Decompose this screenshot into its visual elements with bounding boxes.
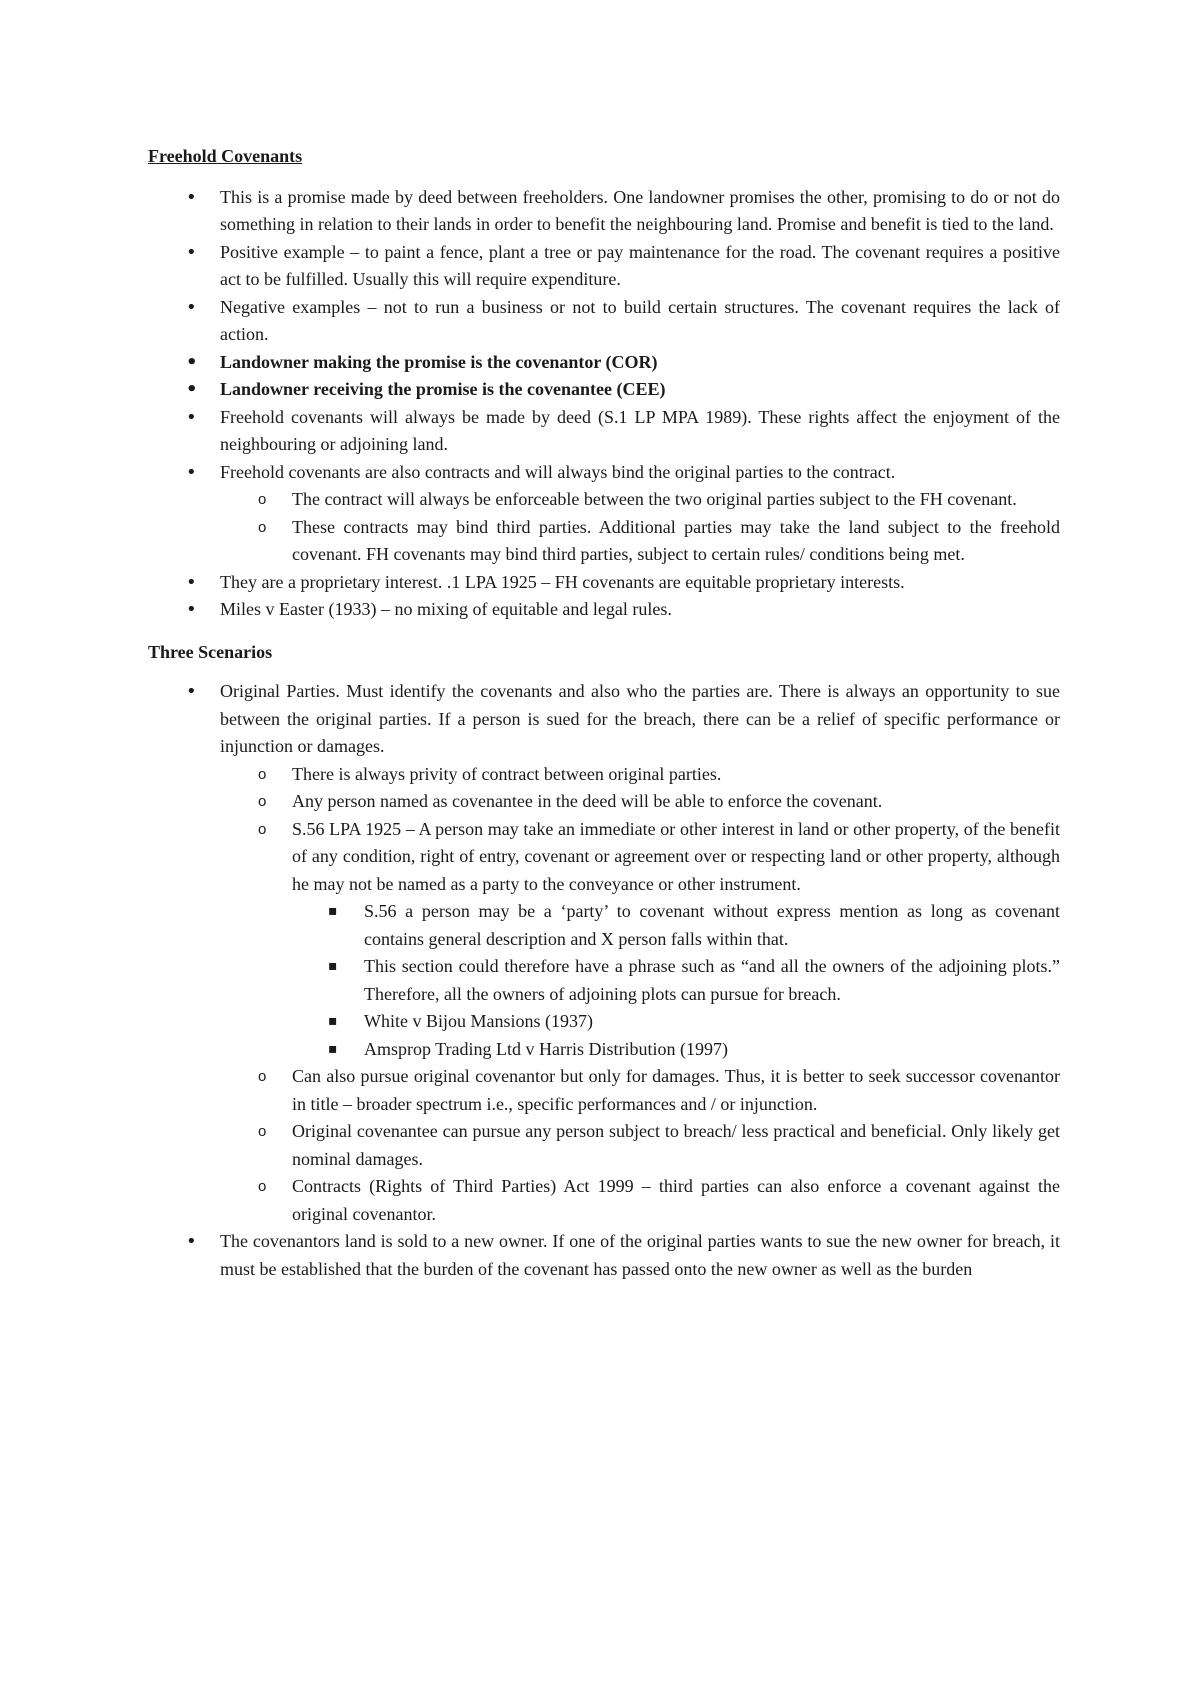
section-heading-freehold-covenants: Freehold Covenants	[148, 146, 303, 166]
three-scenarios-list	[148, 678, 1060, 1283]
sub-sub-list-item: ▪ White v Bijou Mansions (1937)	[292, 1008, 1060, 1036]
list-item	[148, 459, 1060, 569]
sub-list-item	[220, 816, 1060, 1064]
list-item-bold: • Landowner making the promise is the covenantor (COR)	[148, 349, 1060, 377]
sub-list-item: o Contracts (Rights of Third Parties) Act 1999 – third parties can also enforce a covenant against the original covenantor.	[220, 1173, 1060, 1228]
list-item: • The covenantors land is sold to a new owner. If one of the original parties wants to sue the new owner for breach, it must be established that the burden of the covenant has passed onto the new owner as well as the burden	[148, 1228, 1060, 1283]
list-item: • They are a proprietary interest. .1 LPA 1925 – FH covenants are equitable proprietary interests.	[148, 569, 1060, 597]
list-item-text: Freehold covenants are also contracts and will always bind the original parties to the contract.	[220, 461, 896, 482]
freehold-covenants-list	[148, 184, 1060, 624]
list-item: • Negative examples – not to run a business or not to build certain structures. The covenant requires the lack of action.	[148, 294, 1060, 349]
sub-sub-list-item: ▪ This section could therefore have a phrase such as “and all the owners of the adjoining plots.” Therefore, all the owners of adjoining plots can pursue for breach.	[292, 953, 1060, 1008]
list-item-bold: • Landowner receiving the promise is the covenantee (CEE)	[148, 376, 1060, 404]
sub-list-item: o There is always privity of contract between original parties.	[220, 761, 1060, 789]
list-item-text: Original Parties. Must identify the covenants and also who the parties are. There is always an opportunity to sue between the original parties. If a person is sued for the breach, there can be a relief of specific performance or injunction or damages.	[220, 681, 1060, 756]
list-item	[148, 678, 1060, 1228]
sub-list	[220, 486, 1060, 569]
section-heading-three-scenarios: Three Scenarios	[148, 641, 273, 662]
sub-list-item: o These contracts may bind third parties. Additional parties may take the land subject to the freehold covenant. FH covenants may bind third parties, subject to certain rules/ conditions being met.	[220, 514, 1060, 569]
sub-sub-list	[292, 898, 1060, 1063]
list-item: • Miles v Easter (1933) – no mixing of equitable and legal rules.	[148, 596, 1060, 624]
sub-list-item-text: S.56 LPA 1925 – A person may take an immediate or other interest in land or other property, of the benefit of any condition, right of entry, covenant or agreement over or respecting land or other property, although he may not be named as a party to the conveyance or other instrument.	[292, 818, 1060, 894]
sub-sub-list-item: ▪ S.56 a person may be a ‘party’ to covenant without express mention as long as covenant contains general description and X person falls within that.	[292, 898, 1060, 953]
sub-list-item: o Can also pursue original covenantor but only for damages. Thus, it is better to seek successor covenantor in title – broader spectrum i.e., specific performances and / or injunction.	[220, 1063, 1060, 1118]
sub-list-item: o Original covenantee can pursue any person subject to breach/ less practical and beneficial. Only likely get nominal damages.	[220, 1118, 1060, 1173]
sub-list	[220, 761, 1060, 1229]
list-item: • This is a promise made by deed between freeholders. One landowner promises the other, promising to do or not do something in relation to their lands in order to benefit the neighbouring land. Promise and benefit is tied to the land.	[148, 184, 1060, 239]
sub-list-item: o The contract will always be enforceable between the two original parties subject to the FH covenant.	[220, 486, 1060, 514]
sub-sub-list-item: ▪ Amsprop Trading Ltd v Harris Distribution (1997)	[292, 1036, 1060, 1064]
list-item: • Positive example – to paint a fence, plant a tree or pay maintenance for the road. The covenant requires a positive act to be fulfilled. Usually this will require expenditure.	[148, 239, 1060, 294]
sub-list-item: o Any person named as covenantee in the deed will be able to enforce the covenant.	[220, 788, 1060, 816]
list-item: • Freehold covenants will always be made by deed (S.1 LP MPA 1989). These rights affect the enjoyment of the neighbouring or adjoining land.	[148, 404, 1060, 459]
